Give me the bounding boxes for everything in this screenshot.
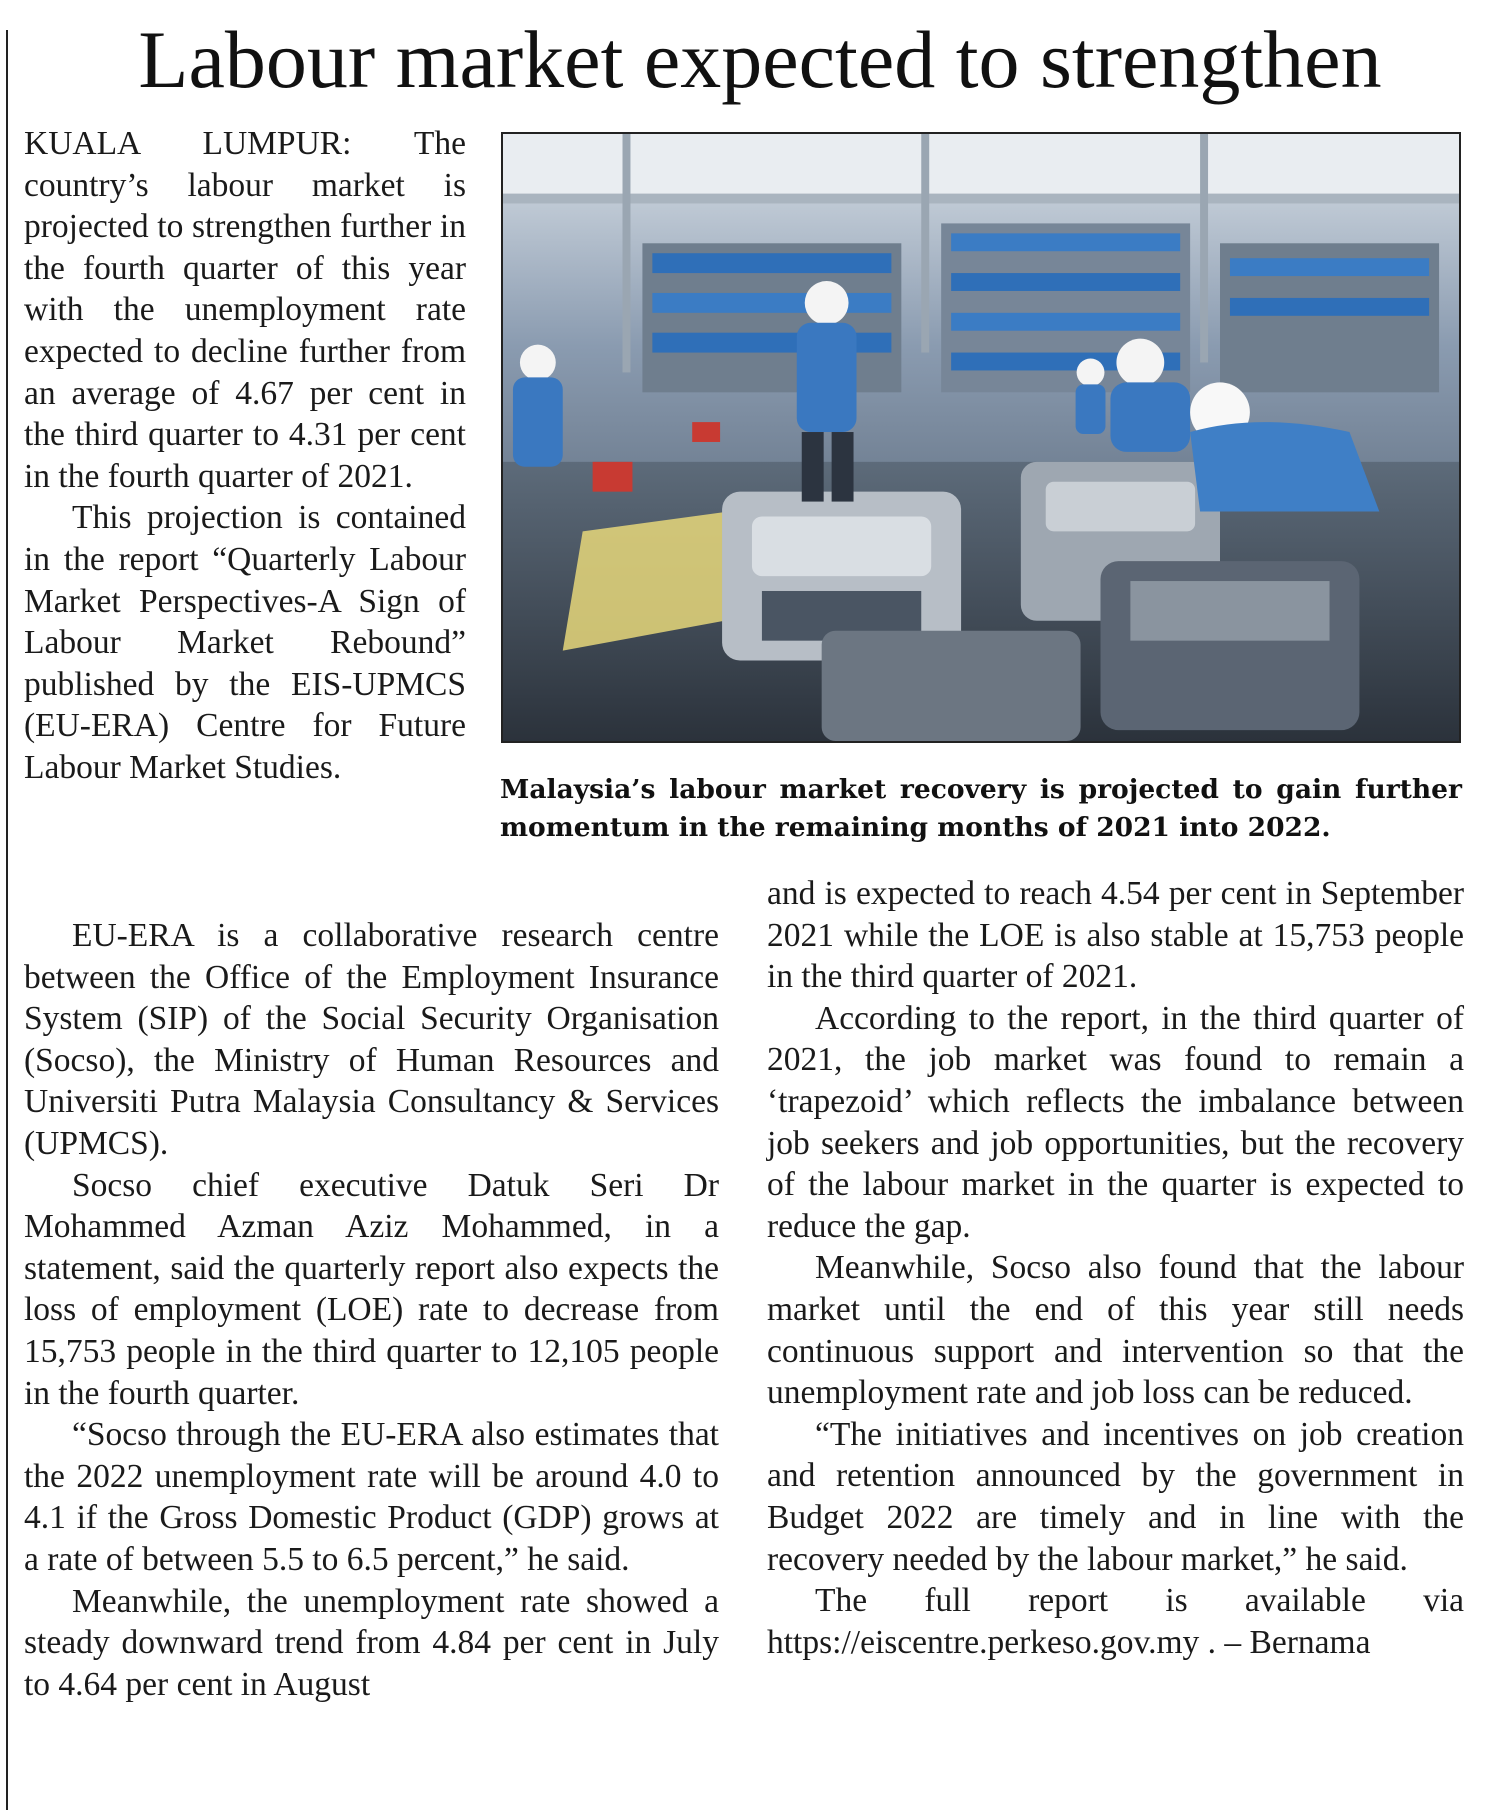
headline: Labour market expected to strengthen bbox=[138, 14, 1382, 105]
article-column-2 bbox=[24, 915, 719, 1705]
photo-caption: Malaysia’s labour market recovery is projected to gain further momentum in the remaining months of 2021 into 2022. bbox=[500, 774, 1462, 843]
column-rule bbox=[6, 30, 8, 1810]
paragraph: Meanwhile, the unemployment rate showed a steady downward trend from 4.84 per cent in July to 4.64 per cent in August bbox=[24, 1582, 719, 1703]
paragraph: and is expected to reach 4.54 per cent in September 2021 while the LOE is also stable at 15,753 people in the third quarter of 2021. bbox=[767, 875, 1464, 996]
article-column-1 bbox=[24, 123, 466, 789]
paragraph: EU-ERA is a collaborative research centre between the Office of the Employment Insurance System (SIP) of the Social Security Organisation (Socso), the Ministry of Human Resources and Universiti Putra Malaysia Consultancy & Services (UPMCS). bbox=[24, 917, 719, 1162]
paragraph: KUALA LUMPUR: The country’s labour market is projected to strengthen further in the fourth quarter of this year with the unemployment rate expected to decline further from an average of 4.67 per cent in the third quarter to 4.31 per cent in the fourth quarter of 2021. bbox=[24, 125, 466, 495]
paragraph: Meanwhile, Socso also found that the labour market until the end of this year still needs continuous support and intervention so that the unemployment rate and job loss can be reduced. bbox=[767, 1249, 1464, 1412]
paragraph: According to the report, in the third quarter of 2021, the job market was found to remain a ‘trapezoid’ which reflects the imbalance between job seekers and job opportunities, but the recovery of the labour market in the quarter is expected to reduce the gap. bbox=[767, 999, 1464, 1245]
assembly-line-illustration bbox=[503, 134, 1459, 741]
paragraph: “The initiatives and incentives on job creation and retention announced by the government in Budget 2022 are timely and in line with the recovery needed by the labour market,” he said. bbox=[767, 1415, 1464, 1578]
paragraph: “Socso through the EU-ERA also estimates that the 2022 unemployment rate will be around 4.0 to 4.1 if the Gross Domestic Product (GDP) grows at a rate of between 5.5 to 6.5 percent,” he said. bbox=[24, 1416, 719, 1578]
paragraph: The full report is available via https://eiscentre.perkeso.gov.my . – Bernama bbox=[767, 1582, 1464, 1661]
paragraph: This projection is contained in the report “Quarterly Labour Market Perspectives-A Sign of Labour Market Rebound” published by the EIS-UPMCS (EU-ERA) Centre for Future Labour Market Studies. bbox=[24, 499, 466, 786]
factory-photo bbox=[501, 132, 1461, 743]
article-column-3 bbox=[767, 873, 1464, 1663]
paragraph: Socso chief executive Datuk Seri Dr Mohammed Azman Aziz Mohammed, in a statement, said the quarterly report also expects the loss of employment (LOE) rate to decrease from 15,753 people in the third quarter to 12,105 people in the fourth quarter. bbox=[24, 1166, 719, 1412]
